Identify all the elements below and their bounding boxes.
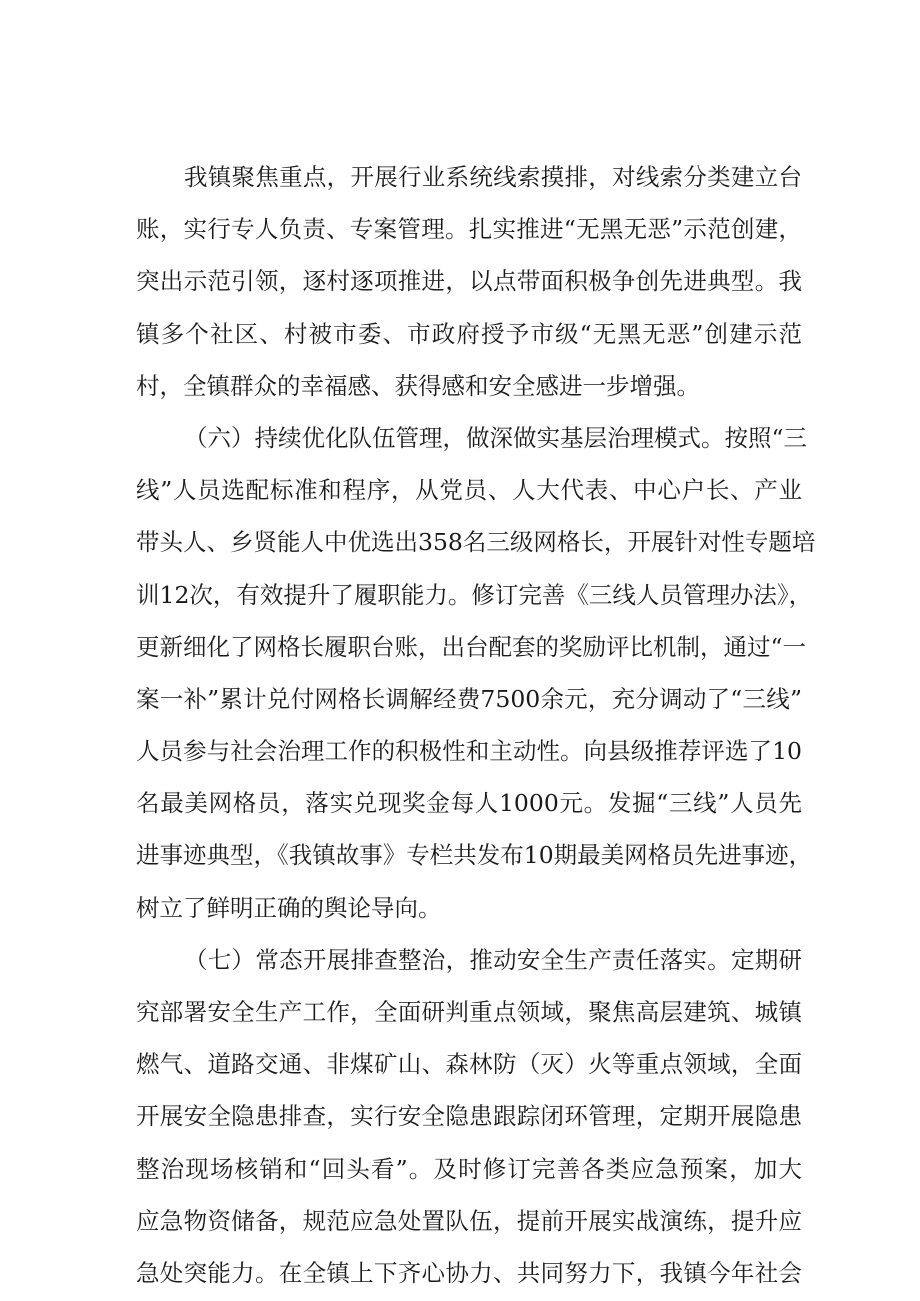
paragraph-line: 应急物资储备，规范应急处置队伍，提前开展实战演练，提升应 <box>136 1206 802 1235</box>
paragraph-line: 名最美网格员，落实兑现奖金每人1000元。发掘“三线”人员先 <box>136 789 802 818</box>
paragraph-line: 更新细化了网格长履职台账，出台配套的奖励评比机制，通过“一 <box>136 632 807 661</box>
paragraph-line: 线”人员选配标准和程序，从党员、人大代表、中心户长、产业 <box>136 476 802 505</box>
paragraph-line: 带头人、乡贤能人中优选出358名三级网格长，开展针对性专题培 <box>136 528 816 557</box>
paragraph-line: 究部署安全生产工作，全面研判重点领域，聚焦高层建筑、城镇 <box>136 998 802 1026</box>
paragraph-line: 进事迹典型，《我镇故事》专栏共发布10期最美网格员先进事迹， <box>136 841 813 870</box>
paragraph-line: 账，实行专人负责、专案管理。扎实推进“无黑无恶”示范创建， <box>136 215 802 244</box>
paragraph-line: 燃气、道路交通、非煤矿山、森林防（灭）火等重点领域，全面 <box>136 1050 802 1079</box>
paragraph-line: 村，全镇群众的幸福感、获得感和安全感进一步增强。 <box>136 371 700 400</box>
paragraph-line: 训12次，有效提升了履职能力。修订完善《三线人员管理办法》， <box>136 580 813 609</box>
paragraph-line: 急处突能力。在全镇上下齐心协力、共同努力下，我镇今年社会 <box>136 1258 802 1287</box>
paragraph-line: 镇多个社区、村被市委、市政府授予市级“无黑无恶”创建示范 <box>136 319 802 348</box>
paragraph-line: （七）常态开展排查整治，推动安全生产责任落实。定期研 <box>184 945 802 974</box>
paragraph-line: 我镇聚焦重点，开展行业系统线索摸排，对线索分类建立台 <box>184 163 802 191</box>
paragraph-line: 整治现场核销和“回头看”。及时修订完善各类应急预案，加大 <box>136 1154 802 1183</box>
paragraph-line: 开展安全隐患排查，实行安全隐患跟踪闭环管理，定期开展隐患 <box>136 1102 802 1131</box>
paragraph-line: （六）持续优化队伍管理，做深做实基层治理模式。按照“三 <box>184 423 808 452</box>
document-body <box>136 151 816 1299</box>
paragraph-line: 案一补”累计兑付网格长调解经费7500余元，充分调动了“三线” <box>136 684 802 713</box>
paragraph-line: 树立了鲜明正确的舆论导向。 <box>136 893 442 922</box>
paragraph-line: 突出示范引领，逐村逐项推进，以点带面积极争创先进典型。我 <box>136 267 802 296</box>
paragraph-line: 人员参与社会治理工作的积极性和主动性。向县级推荐评选了10 <box>136 737 802 766</box>
